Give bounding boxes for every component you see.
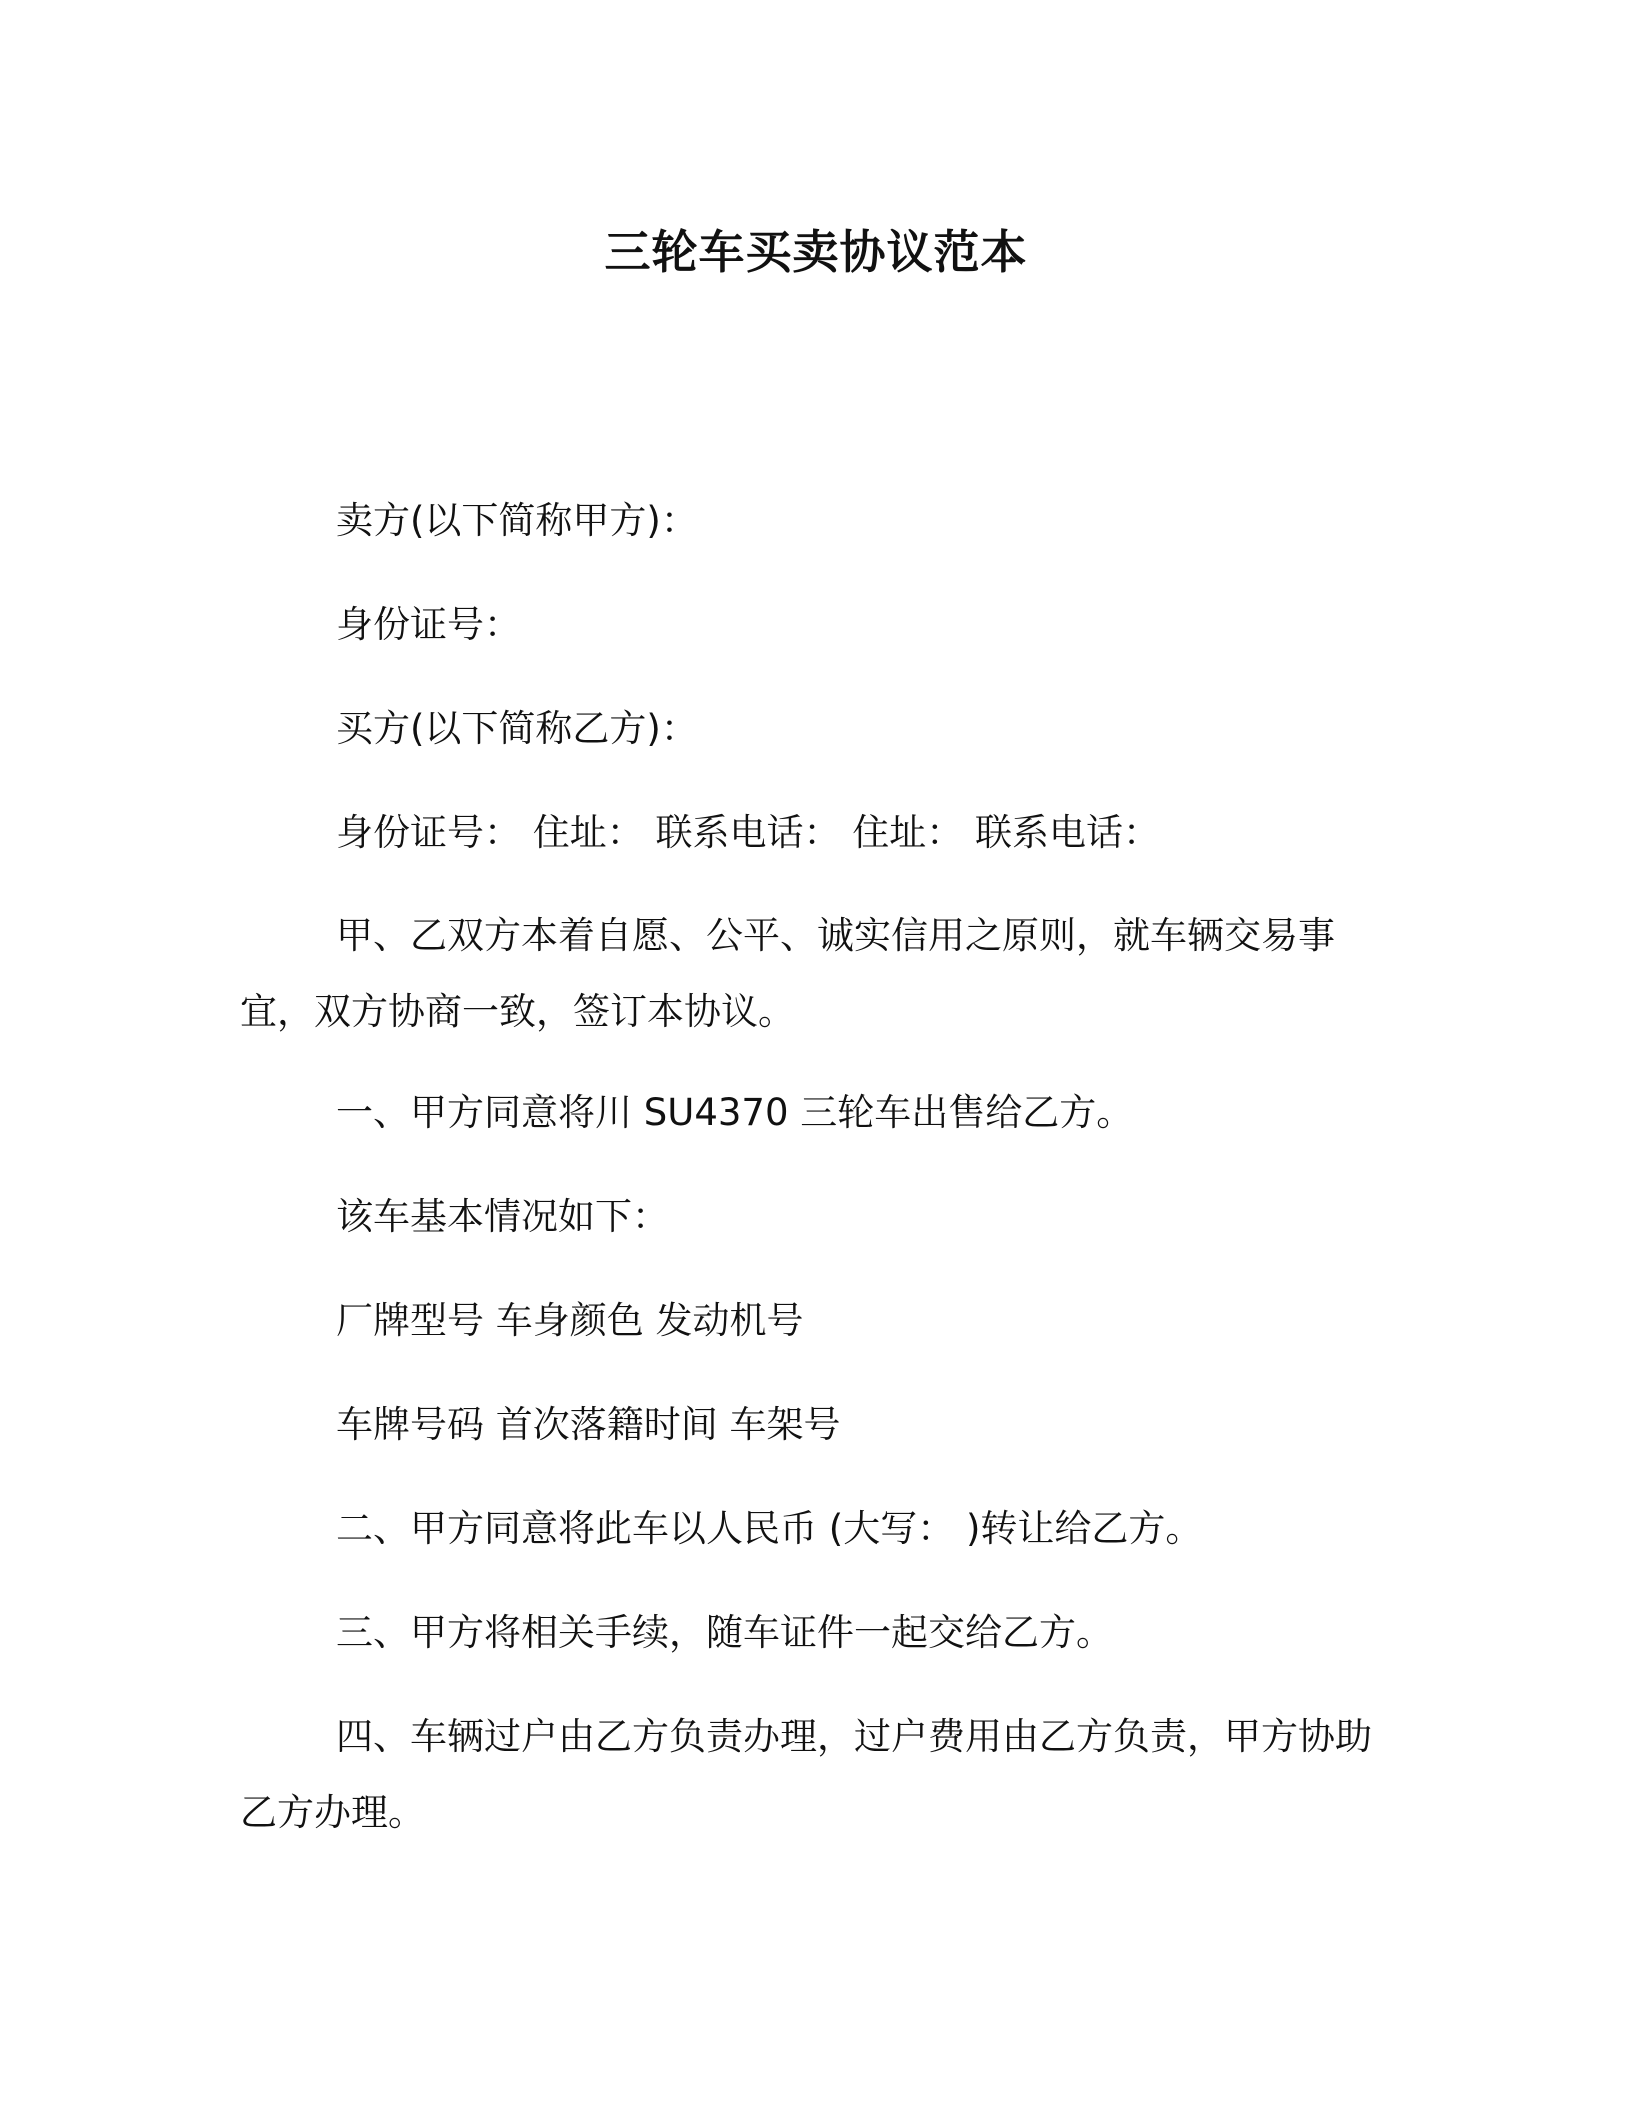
clause-one: 一、甲方同意将川 SU4370 三轮车出售给乙方。 <box>336 1091 1134 1134</box>
vehicle-fields-row-1: 厂牌型号 车身颜色 发动机号 <box>336 1299 804 1342</box>
vehicle-info-heading: 该车基本情况如下： <box>336 1195 669 1238</box>
clause-four: 四、车辆过户由乙方负责办理，过户费用由乙方负责，甲方协助乙方办理。 <box>240 1715 1372 1834</box>
contact-line: 身份证号： 住址： 联系电话： 住址： 联系电话： <box>336 811 1161 854</box>
clause-two: 二、甲方同意将此车以人民币 (大写： )转让给乙方。 <box>336 1507 1203 1550</box>
vehicle-fields-row-2: 车牌号码 首次落籍时间 车架号 <box>336 1403 841 1446</box>
seller-line: 卖方(以下简称甲方)： <box>336 499 698 542</box>
preamble-paragraph: 甲、乙双方本着自愿、公平、诚实信用之原则，就车辆交易事宜，双方协商一致，签订本协议。 <box>240 914 1335 1033</box>
clause-three: 三、甲方将相关手续，随车证件一起交给乙方。 <box>336 1611 1113 1654</box>
buyer-line: 买方(以下简称乙方)： <box>336 707 698 750</box>
seller-id-line: 身份证号： <box>336 603 521 646</box>
document-title: 三轮车买卖协议范本 <box>604 225 1028 279</box>
